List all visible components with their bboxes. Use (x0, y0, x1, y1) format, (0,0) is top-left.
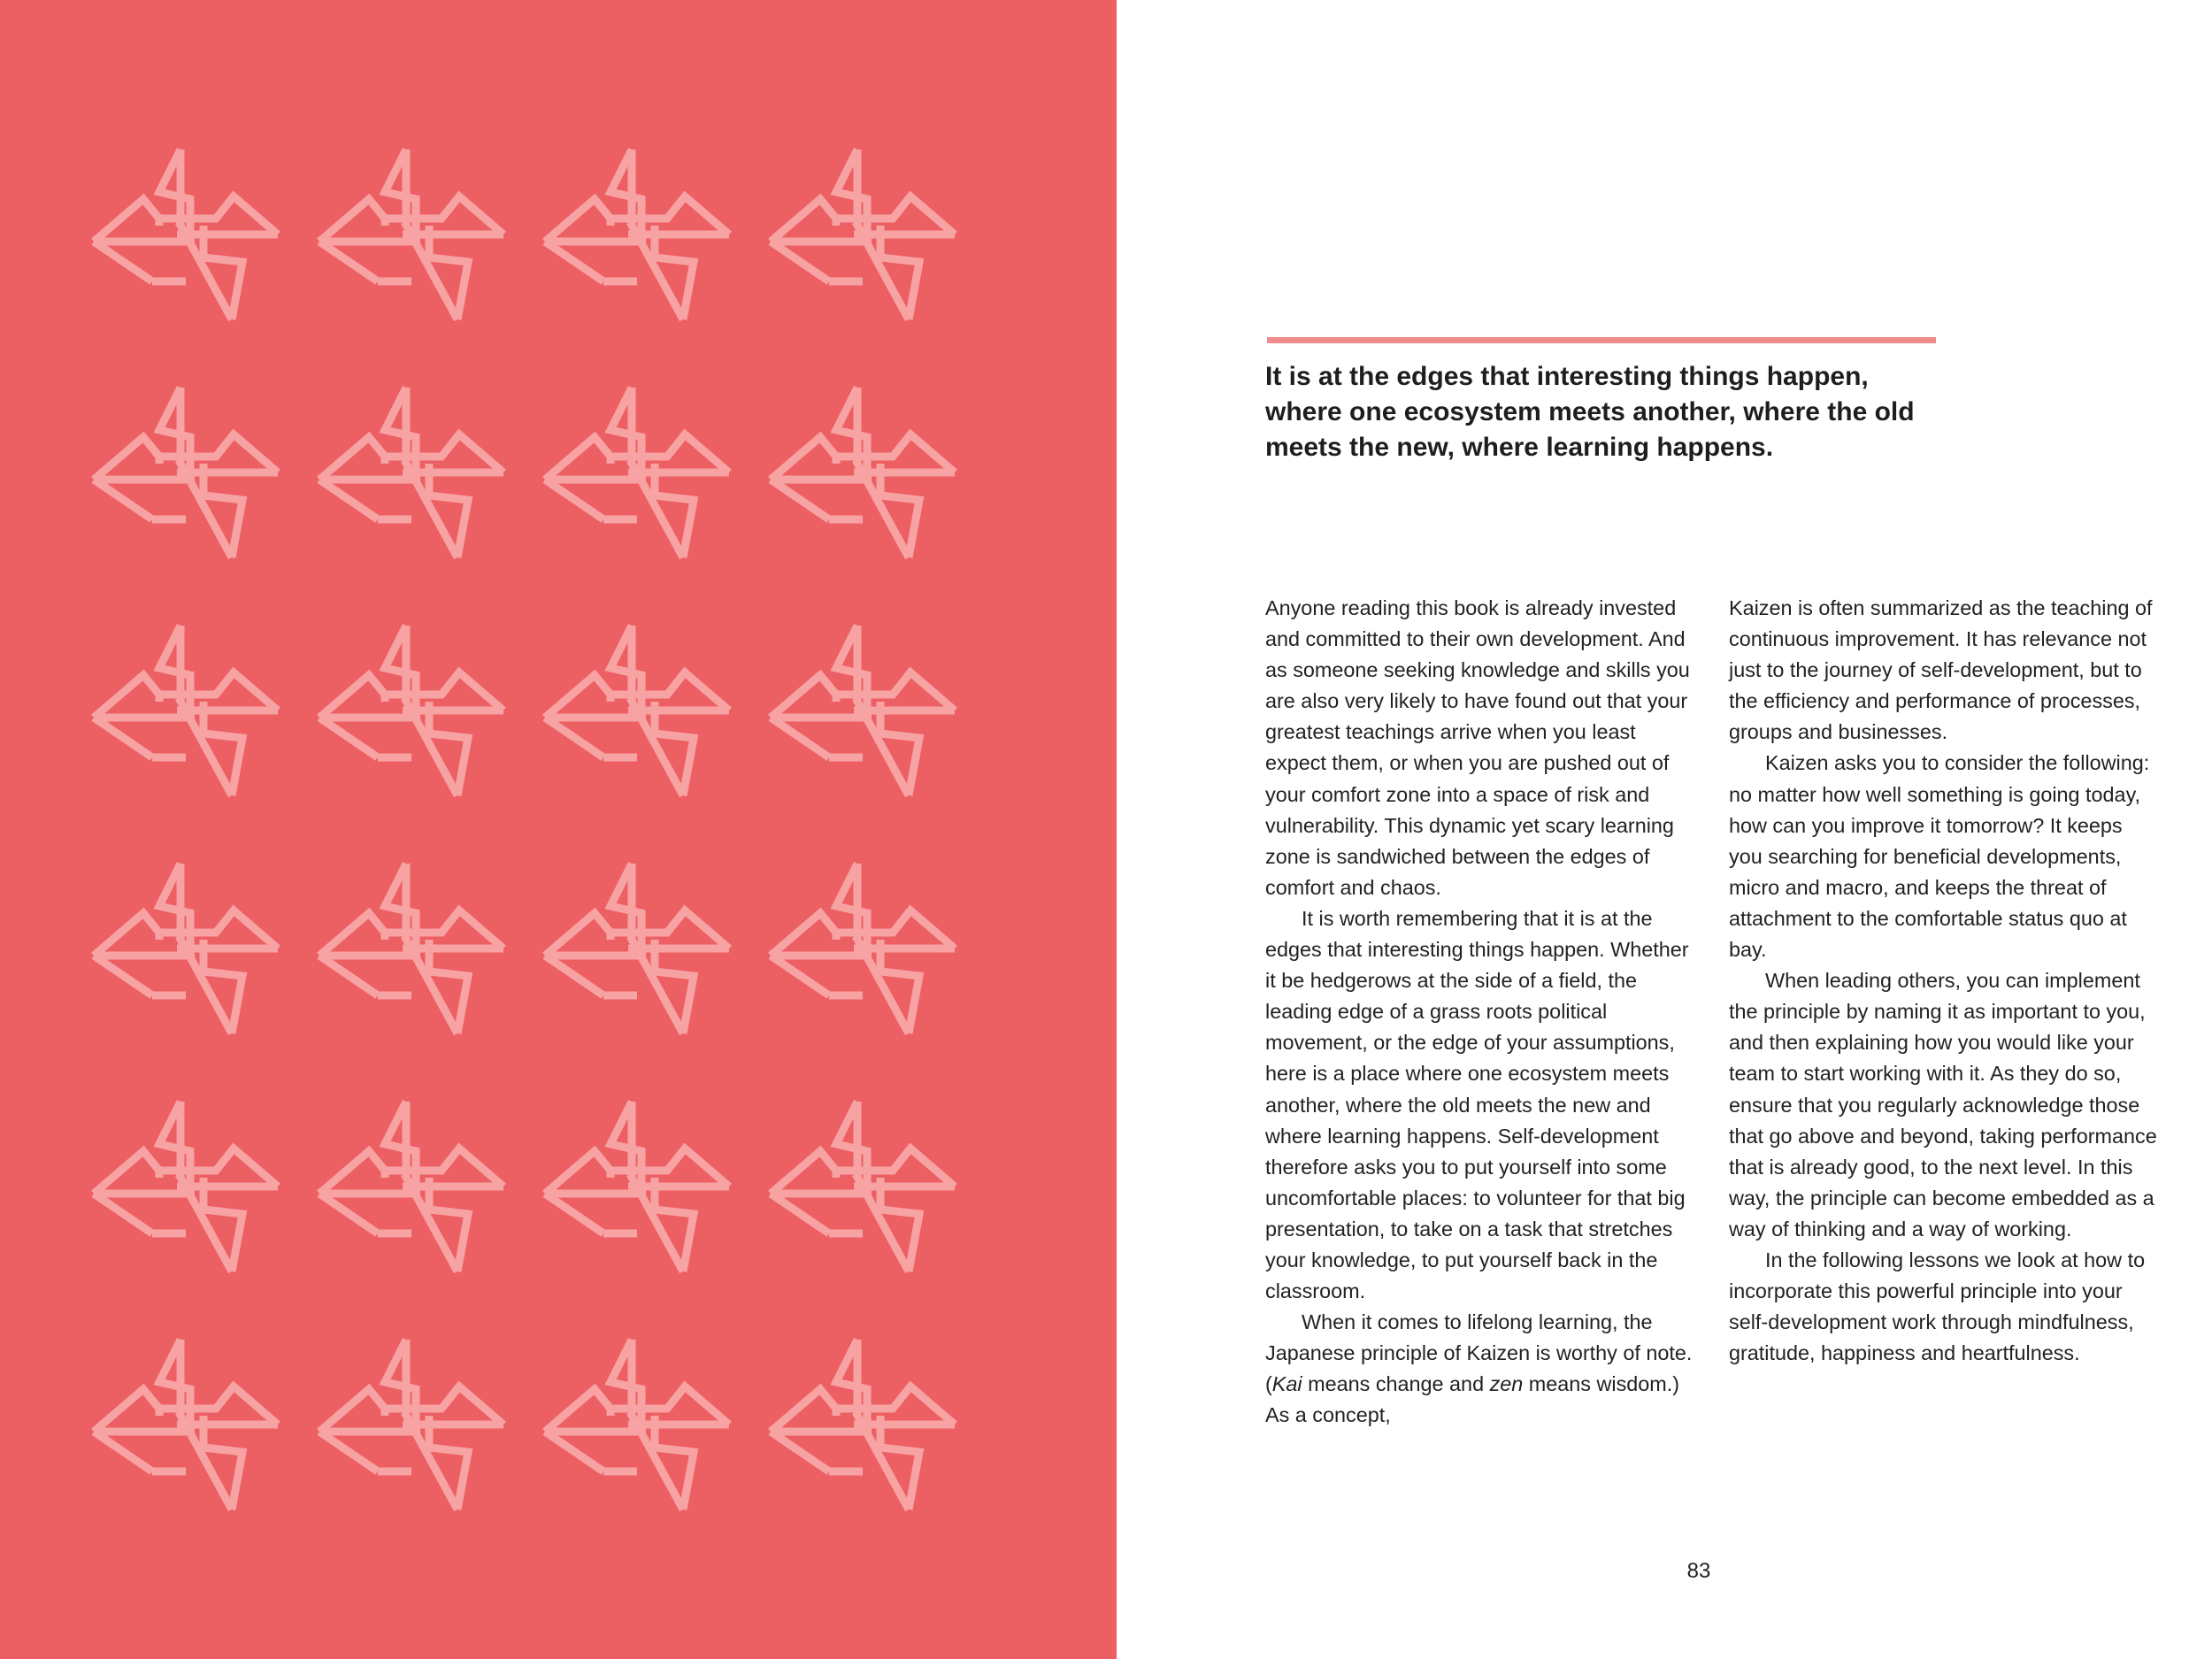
pinwheel-knot-icon (771, 388, 955, 557)
pinwheel-knot-icon (319, 1102, 503, 1271)
pinwheel-knot-icon (545, 150, 729, 319)
pinwheel-knot-icon (319, 388, 503, 557)
paragraph (1265, 1307, 1697, 1431)
pinwheel-knot-icon (545, 1340, 729, 1509)
body-column-right (1729, 593, 2161, 1369)
pinwheel-knot-icon (771, 150, 955, 319)
paragraph: When leading others, you can implement the principle by naming it as important to you, and then explaining how you would like your team to start working with it. As they do so, ensure that you regularly acknowledge those that go above and beyond, taking performance that is already good, to the next level. In this way, the principle can become embedded as a way of thinking and a way of working. (1729, 969, 2157, 1240)
pinwheel-knot-icon (319, 1340, 503, 1509)
pinwheel-knot-icon (319, 864, 503, 1033)
pinwheel-knot-icon (94, 864, 278, 1033)
pinwheel-knot-icon (545, 1102, 729, 1271)
pinwheel-knot-icon (545, 626, 729, 795)
paragraph: Kaizen is often summarized as the teaching of continuous improvement. It has relevance not just to the journey of self-development, but to the efficiency and performance of processes, groups and businesses. (1729, 596, 2153, 744)
pinwheel-knot-icon (771, 626, 955, 795)
paragraph: Anyone reading this book is already invested and committed to their own development. And as someone seeking knowledge and skills you are also very likely to have found out that your greatest teachings arrive when you least expect them, or when you are pushed out of your comfort zone into a space of risk and vulnerability. This dynamic yet scary learning zone is sandwiched between the edges of comfort and chaos. (1265, 596, 1690, 899)
paragraph: Kaizen asks you to consider the following: no matter how well something is going today, how can you improve it tomorrow? It keeps you searching for beneficial developments, micro and macro, and keeps the threat of attachment to the comfortable status quo at bay. (1729, 751, 2150, 962)
page-number: 83 (1686, 1559, 1711, 1583)
pinwheel-knot-icon (94, 1102, 278, 1271)
pinwheel-knot-icon (94, 626, 278, 795)
pinwheel-knot-icon (319, 150, 503, 319)
paragraph-text: means change and (1302, 1372, 1490, 1396)
pinwheel-knot-icon (94, 150, 278, 319)
pinwheel-knot-icon (94, 1340, 278, 1509)
pinwheel-knot-icon (771, 864, 955, 1033)
pinwheel-knot-icon (545, 864, 729, 1033)
pinwheel-knot-icon (319, 626, 503, 795)
body-column-left (1265, 593, 1697, 1432)
accent-rule (1267, 337, 1936, 343)
pinwheel-knot-icon (94, 388, 278, 557)
paragraph-text: means wisdom.) As a concept, (1265, 1372, 1680, 1427)
paragraph-text: When it comes to lifelong learning, the Japanese principle of Kaizen is worthy of note. ( (1265, 1310, 1693, 1396)
italic-term-zen: zen (1489, 1372, 1524, 1396)
italic-term-kai: Kai (1271, 1372, 1302, 1396)
pinwheel-knot-icon (545, 388, 729, 557)
pinwheel-knot-icon (771, 1340, 955, 1509)
pull-quote: It is at the edges that interesting things happen, where one ecosystem meets another, where the old meets the new, where learning happens. (1265, 362, 1915, 462)
paragraph: It is worth remembering that it is at the edges that interesting things happen. Whether it be hedgerows at the side of a field, the leading edge of a grass roots political movement, or the edge of your assumptions, here is a place where one ecosystem meets another, where the old meets the new and where learning happens. Self-development therefore asks you to put yourself into some uncomfortable places: to volunteer for that big presentation, to take on a task that stretches your knowledge, to put yourself back in the classroom. (1265, 906, 1689, 1303)
pinwheel-knot-icon (771, 1102, 955, 1271)
paragraph: In the following lessons we look at how to incorporate this powerful principle into your self-development work through mindfulness, gratitude, happiness and heartfulness. (1729, 1248, 2146, 1365)
